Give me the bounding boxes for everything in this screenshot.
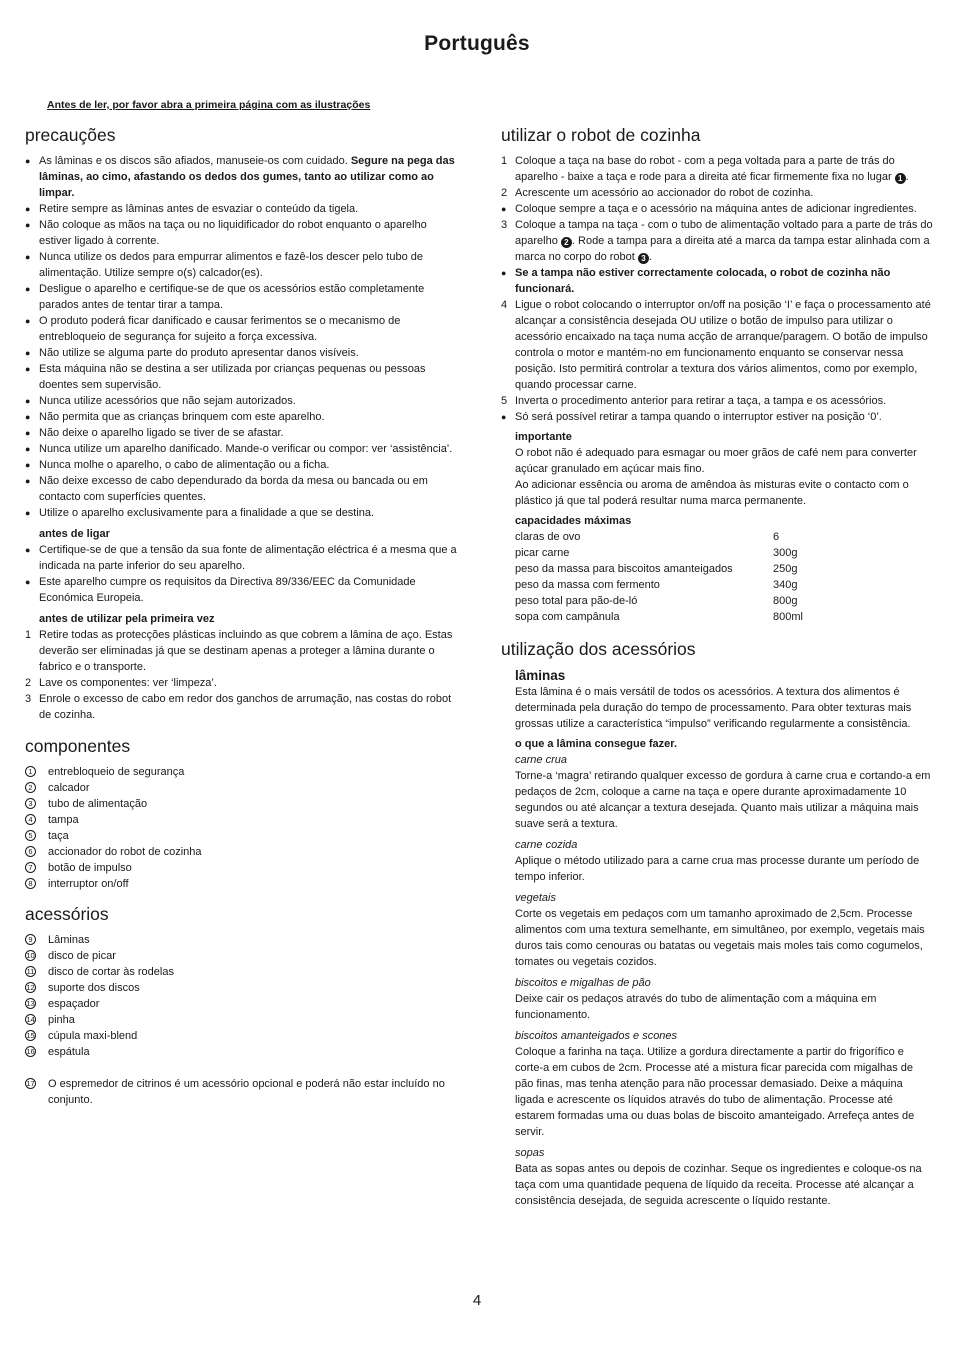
important-text-2: Ao adicionar essência ou aroma de amêndoa às misturas evite o contacto com o plástico já que tal poderá resultar numa marca permanente.	[515, 479, 909, 507]
list-item: 16 espátula	[26, 1046, 90, 1058]
list-item: 8 interruptor on/off	[25, 876, 457, 892]
list-item: 7 botão de impulso	[25, 860, 457, 876]
list-item: ● Nunca utilize um aparelho danificado. Mande-o verificar ou compor: ver ‘assistência’.	[25, 443, 453, 455]
section-title: sopas	[515, 1147, 545, 1159]
section-text: Aplique o método utilizado para a carne crua mas processe durante um período de tempo inferior.	[515, 855, 920, 883]
list-item: 2 Lave os componentes: ver ‘limpeza’.	[25, 677, 217, 689]
right-column	[501, 125, 933, 1209]
section-title: biscoitos e migalhas de pão	[515, 977, 651, 989]
list-item: ● Utilize o aparelho exclusivamente para a finalidade a que se destina.	[25, 507, 375, 519]
list-item: ● Só será possível retirar a tampa quando o interruptor estiver na posição ‘0’.	[501, 411, 882, 423]
page-number: 4	[472, 1292, 482, 1309]
important-heading: importante	[515, 431, 572, 443]
list-item: 9 Lâminas	[25, 932, 457, 948]
table-row: peso da massa com fermento 340g	[515, 579, 798, 591]
section-text: Coloque a farinha na taça. Utilize a gordura directamente a partir do frigorífico e corte-a em cubos de 2cm. Processe até a mistura ficar parecida com migalhas de pão finas, mas tenha atenção para não processar demasiado. Deixe a máquina ligada e acrescente os líquidos através do tubo de alimentação. Processe até estarem formadas uma ou duas bolas de biscoito amanteigado. Arrefeça antes de servir.	[515, 1046, 915, 1138]
blades-text: Esta lâmina é o mais versátil de todos os acessórios. A textura dos alimentos é determinada pela duração do tempo de processamento. Para obter texturas mais grossas utilize a característica “impulso” verificando regularmente a consistência.	[515, 686, 912, 730]
before-plug-list	[25, 542, 457, 606]
list-item: 2 calcador	[25, 780, 457, 796]
list-item: ● Nunca utilize os dedos para empurrar alimentos e fazê-los descer pelo tubo de alimentação. Utilize sempre o(s) calcador(es).	[25, 251, 423, 279]
intro-note: Antes de ler, por favor abra a primeira página com as ilustrações	[47, 99, 371, 111]
list-item: ● O produto poderá ficar danificado e causar ferimentos se o mecanismo de entrebloqueio de segurança for sujeito a força excessiva.	[25, 315, 401, 343]
list-item: ● Não coloque as mãos na taça ou no liquidificador do robot enquanto o aparelho estiver ligado à corrente.	[25, 219, 427, 247]
list-item: 13 espaçador	[26, 998, 100, 1010]
accessory-use-heading: utilização dos acessórios	[501, 639, 696, 659]
section-title: carne crua	[515, 754, 567, 766]
table-row: claras de ovo 6	[515, 531, 780, 543]
capacity-table	[515, 529, 803, 625]
list-item: 3 tubo de alimentação	[25, 796, 457, 812]
section-title: biscoitos amanteigados e scones	[515, 1030, 678, 1042]
page-title: Português	[424, 32, 530, 55]
figure-ref-1: 1	[895, 173, 906, 184]
list-item: 5 taça	[25, 828, 457, 844]
precautions-list	[25, 153, 457, 521]
figure-ref-3: 3	[638, 253, 649, 264]
list-item: ● Retire sempre as lâminas antes de esvaziar o conteúdo da tigela.	[25, 203, 359, 215]
list-item: ● Não permita que as crianças brinquem com este aparelho.	[25, 411, 325, 423]
list-item: ● Este aparelho cumpre os requisitos da Directiva 89/336/EEC da Comunidade Económica Europeia.	[25, 576, 416, 604]
list-item: ● Nunca molhe o aparelho, o cabo de alimentação ou a ficha.	[25, 459, 330, 471]
step-3: 3 Coloque a tampa na taça - com o tubo de alimentação voltado para a parte de trás do aparelho 2 . Rode a tampa para a direita até a marca da tampa estar alinhada com a marca no corpo do robot 3 .	[501, 219, 933, 263]
table-row: peso da massa para biscoitos amanteigados 250g	[515, 563, 798, 575]
left-column	[25, 125, 457, 1108]
list-item: ● Se a tampa não estiver correctamente colocada, o robot de cozinha não funcionará.	[501, 267, 891, 295]
list-item: ● As lâminas e os discos são afiados, manuseie-os com cuidado. Segure na pega das lâminas, ao cimo, afastando os dedos dos gumes, tanto ao utilizar como ao limpar.	[25, 155, 455, 199]
components-list	[25, 764, 457, 892]
blades-heading: lâminas	[515, 668, 566, 683]
blade-uses	[501, 752, 933, 1209]
list-item: 3 Enrole o excesso de cabo em redor dos ganchos de arrumação, nas costas do robot de cozinha.	[25, 693, 452, 721]
figure-ref-2: 2	[561, 237, 572, 248]
section-text: Deixe cair os pedaços através do tubo de alimentação com a máquina em funcionamento.	[515, 993, 877, 1021]
use-robot-heading: utilizar o robot de cozinha	[501, 125, 701, 145]
list-item: 1 Retire todas as protecções plásticas incluindo as que cobrem a lâmina de aço. Estas deverão ser eliminadas já que se destinam apenas a proteger a lâmina durante o fabrico e o transporte.	[25, 629, 453, 673]
list-item: 15 cúpula maxi-blend	[26, 1030, 138, 1042]
step-4: 4 Ligue o robot colocando o interruptor on/off na posição ‘I’ e faça o processamento até alcançar a consistência desejada OU utilize o botão de impulso para utilizar o acessório encaixado na taça numa acção de arranque/paragem. O botão de impulso controla o motor e mantém-no em funcionamento enquanto se conservar nessa posição. Isto permitirá controlar a textura dos vários alimentos, como por exemplo, quando processar carne.	[501, 299, 931, 391]
list-item: 6 accionador do robot de cozinha	[25, 844, 457, 860]
section-text: Torne-a ‘magra’ retirando qualquer excesso de gordura à carne crua e cortando-a em pedaços de 2cm, coloque a carne na taça e opere durante aproximadamente 10 segundos ou até alcançar a textura desejada. Quanto mais utilizar a máquina mais suave será a textura.	[515, 770, 931, 830]
section-text: Corte os vegetais em pedaços com um tamanho aproximado de 2,5cm. Processe alimentos com uma textura semelhante, em simultâneo, por exemplo, vegetais mais duros tais como cenouras ou batatas ou vegetais mais moles tais como cogumelos, tomates ou vegetais cozidos.	[515, 908, 925, 968]
list-item: ● Esta máquina não se destina a ser utilizada por crianças pequenas ou pessoas doentes sem supervisão.	[25, 363, 426, 391]
section-title: vegetais	[515, 892, 556, 904]
precautions-heading: precauções	[25, 125, 116, 145]
list-item: 10 disco de picar	[26, 950, 116, 962]
list-item: ● Desligue o aparelho e certifique-se de que os acessórios estão completamente parados antes de tentar tirar a tampa.	[25, 283, 425, 311]
capacity-heading: capacidades máximas	[515, 515, 632, 527]
list-item: ● Não deixe o aparelho ligado se tiver de se afastar.	[25, 427, 284, 439]
step-5: 5 Inverta o procedimento anterior para retirar a taça, a tampa e os acessórios.	[501, 395, 887, 407]
before-plug-heading: antes de ligar	[39, 528, 110, 540]
list-item: ● Certifique-se de que a tensão da sua fonte de alimentação eléctrica é a mesma que a indicada na parte inferior do seu aparelho.	[25, 544, 457, 572]
list-item: 11 disco de cortar às rodelas	[26, 966, 174, 978]
components-heading: componentes	[25, 736, 131, 756]
step-1: 1 Coloque a taça na base do robot - com a pega voltada para a parte de trás do aparelho - baixe a taça e rode para a direita até ficar firmemente fixa no lugar 1 .	[501, 155, 909, 183]
list-item: ● Coloque sempre a taça e o acessório na máquina antes de adicionar ingredientes.	[501, 203, 917, 215]
list-item: ● Não deixe excesso de cabo dependurado da borda da mesa ou bancada ou em contacto com superfícies quentes.	[25, 475, 428, 503]
accessories-heading: acessórios	[25, 904, 109, 924]
first-use-list	[25, 627, 457, 723]
table-row: picar carne 300g	[515, 547, 798, 559]
what-heading: o que a lâmina consegue fazer.	[515, 738, 677, 750]
first-use-heading: antes de utilizar pela primeira vez	[39, 613, 215, 625]
list-item: 14 pinha	[26, 1014, 75, 1026]
table-row: sopa com campânula 800ml	[515, 611, 803, 623]
section-title: carne cozida	[515, 839, 578, 851]
list-item: 1 entrebloqueio de segurança	[25, 764, 457, 780]
list-item: ● Nunca utilize acessórios que não sejam autorizados.	[25, 395, 296, 407]
section-text: Bata as sopas antes ou depois de cozinhar. Seque os ingredientes e coloque-os na taça com uma quantidade pequena de líquido da receita. Processe até alcançar a consistência desejada, de seguida acrescente o líquido restante.	[515, 1163, 922, 1207]
table-row: peso total para pão-de-ló 800g	[515, 595, 798, 607]
list-item: ● Não utilize se alguma parte do produto apresentar danos visíveis.	[25, 347, 359, 359]
accessories-list	[25, 932, 457, 1060]
important-text-1: O robot não é adequado para esmagar ou moer grãos de café nem para converter açúcar granulado em açúcar mais fino.	[515, 447, 917, 475]
list-item: 4 tampa	[25, 812, 457, 828]
step-2: 2 Acrescente um acessório ao accionador do robot de cozinha.	[501, 187, 814, 199]
list-item: 12 suporte dos discos	[26, 982, 140, 994]
optional-note: 17 O espremedor de citrinos é um acessório opcional e poderá não estar incluído no conjunto.	[26, 1078, 445, 1106]
